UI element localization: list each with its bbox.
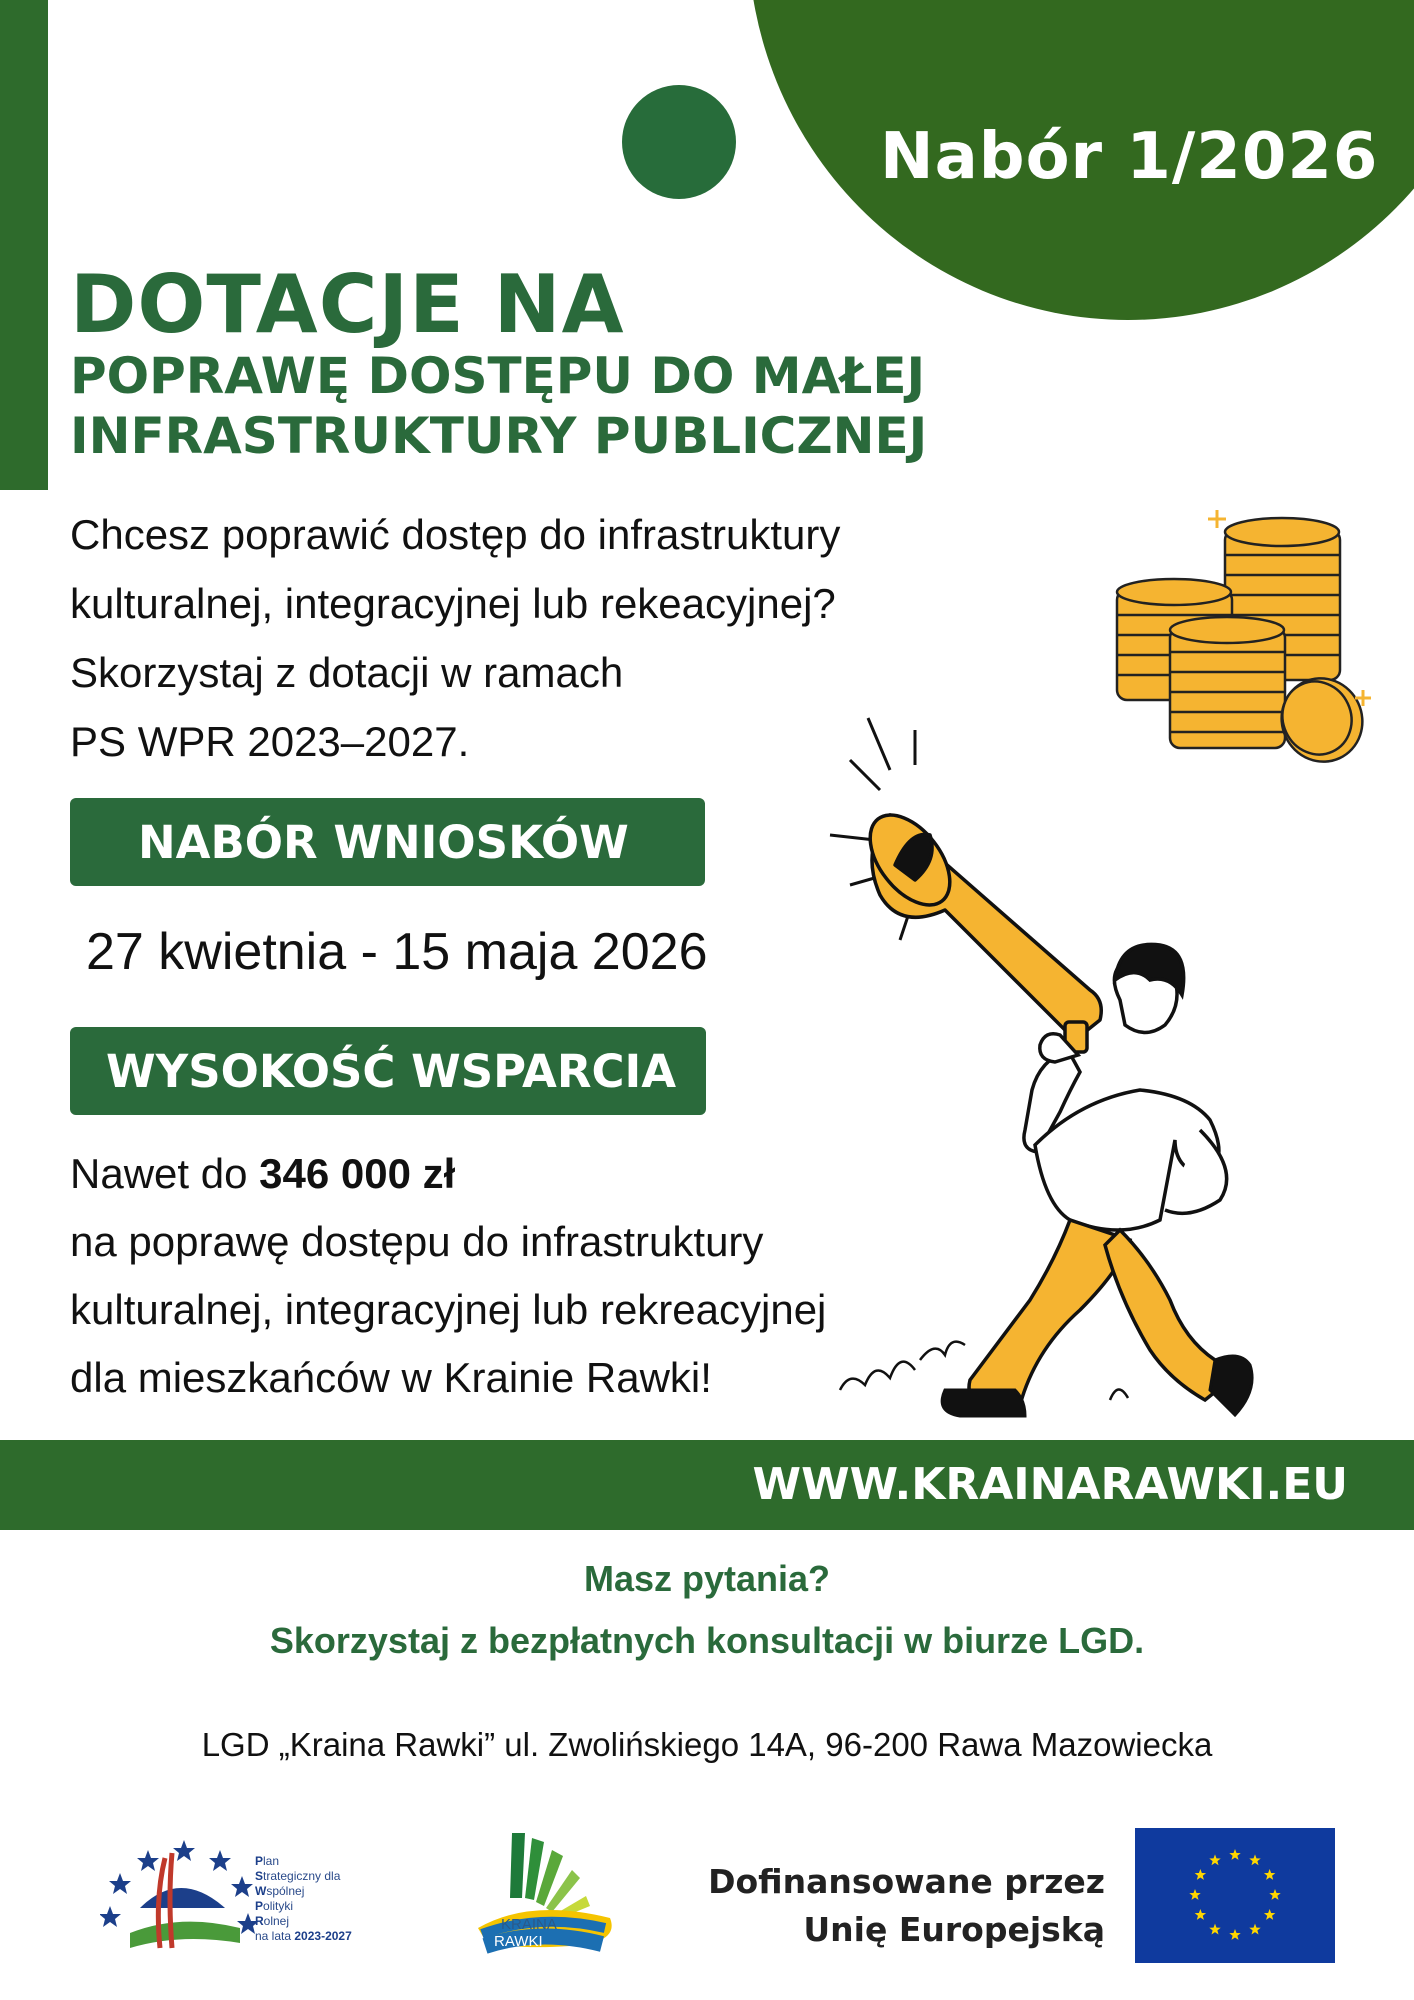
consultation-cta: Skorzystaj z bezpłatnych konsultacji w biurze LGD. — [269, 1620, 1145, 1661]
website-link[interactable]: WWW.KRAINARAWKI.EU — [752, 1459, 1348, 1510]
title-line-2: POPRAWĘ DOSTĘPU DO MAŁEJ — [70, 347, 926, 405]
ps-line: Wspólnej — [255, 1884, 305, 1898]
support-line: kulturalnej, integracyjnej lub rekreacyjnej — [70, 1286, 827, 1333]
title-subtitle — [70, 346, 927, 466]
title-line-3: INFRASTRUKTURY PUBLICZNEJ — [70, 407, 928, 465]
support-amount: 346 000 zł — [259, 1150, 456, 1197]
ps-line: na lata 2023-2027 — [255, 1929, 352, 1943]
intro-line: Chcesz poprawić dostęp do infrastruktury — [70, 511, 841, 558]
green-dot-decoration — [622, 85, 736, 199]
eu-line-1: Dofinansowane przez — [708, 1862, 1105, 1901]
intro-paragraph — [70, 500, 840, 776]
application-heading: NABÓR WNIOSKÓW — [70, 798, 705, 886]
support-line: na poprawę dostępu do infrastruktury — [70, 1218, 764, 1265]
questions-heading: Masz pytania? — [583, 1558, 831, 1599]
ps-line: Plan — [255, 1854, 280, 1868]
eu-flag-icon — [1135, 1828, 1335, 1963]
title-line-1: DOTACJE NA — [70, 258, 625, 351]
kraina-logo-text-top: KRAINA — [501, 1916, 557, 1933]
website-band — [0, 1440, 1414, 1530]
recruitment-number: Nabór 1/2026 — [880, 120, 1379, 194]
intro-line: kulturalnej, integracyjnej lub rekeacyjnej? — [70, 580, 836, 627]
ps-line: Rolnej — [255, 1914, 290, 1928]
support-paragraph — [70, 1140, 826, 1412]
ps-wpr-text — [255, 1854, 352, 1944]
support-amount-line — [70, 1140, 826, 1208]
intro-line: PS WPR 2023–2027. — [70, 718, 470, 765]
support-line: dla mieszkańców w Krainie Rawki! — [70, 1354, 712, 1401]
application-dates: 27 kwietnia - 15 maja 2026 — [86, 923, 708, 981]
ps-line: Strategiczny dla — [255, 1869, 341, 1883]
support-heading: WYSOKOŚĆ WSPARCIA — [70, 1027, 706, 1115]
left-accent-bar — [0, 0, 48, 490]
office-address: LGD „Kraina Rawki” ul. Zwolińskiego 14A, 96-200 Rawa Mazowiecka — [201, 1726, 1213, 1763]
support-amount-prefix: Nawet do — [70, 1150, 260, 1197]
ps-line: Polityki — [255, 1899, 294, 1913]
eu-funding-text — [700, 1858, 1105, 1954]
kraina-logo-text-bottom: RAWKI — [494, 1933, 543, 1950]
ps-wpr-logo — [100, 1828, 270, 1963]
kraina-rawki-logo — [470, 1828, 620, 1956]
intro-line: Skorzystaj z dotacji w ramach — [70, 649, 624, 696]
person-with-megaphone-illustration — [820, 700, 1300, 1440]
eu-line-2: Unię Europejską — [803, 1910, 1105, 1949]
